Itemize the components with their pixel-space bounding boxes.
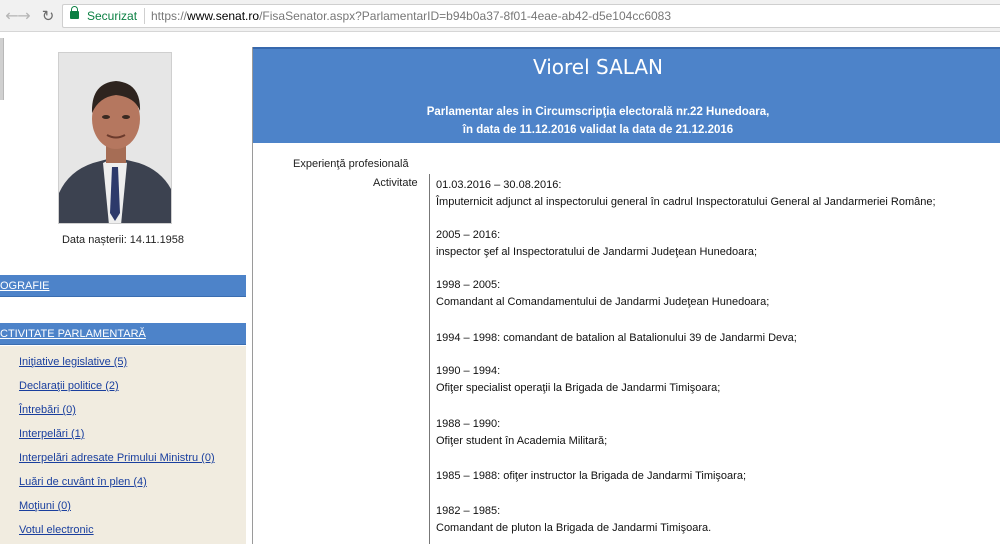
experience-entry: 01.03.2016 – 30.08.2016:: [436, 179, 562, 191]
profile-header: [253, 47, 1000, 143]
activity-menu: [0, 346, 246, 544]
election-info-line-2: în data de 11.12.2016 validat la data de 21.12.2016: [462, 124, 734, 136]
senator-photo: [58, 52, 172, 224]
menu-item-questions[interactable]: Întrebări (0): [19, 404, 76, 416]
menu-item-electronic-vote[interactable]: Votul electronic: [19, 524, 94, 536]
lock-icon: [70, 11, 79, 19]
experience-entry: Ofiţer specialist operaţii la Brigada de Jandarmi Timişoara;: [436, 382, 721, 394]
url-divider: [144, 8, 145, 24]
back-arrow-icon[interactable]: ←: [5, 6, 19, 25]
scroll-handle[interactable]: [0, 38, 4, 100]
main-content: [252, 47, 1000, 544]
experience-entry: 1985 – 1988: ofiţer instructor la Brigada de Jandarmi Timişoara;: [436, 470, 746, 482]
experience-entry: 1994 – 1998: comandant de batalion al Batalionului 39 de Jandarmi Deva;: [436, 332, 797, 344]
biography-link[interactable]: OGRAFIE: [0, 280, 50, 292]
browser-address-bar: [0, 0, 1000, 32]
experience-section-label: Experienţă profesională: [293, 158, 409, 170]
menu-item-plenary-speeches[interactable]: Luări de cuvânt în plen (4): [19, 476, 147, 488]
portrait-image: [59, 53, 172, 224]
experience-entry: 1982 – 1985:: [436, 505, 501, 517]
experience-entry: 1990 – 1994:: [436, 365, 501, 377]
security-label: Securizat: [87, 9, 138, 23]
experience-entry: 2005 – 2016:: [436, 229, 501, 241]
experience-entry: Comandant de pluton la Brigada de Jandarmi Timişoara.: [436, 522, 712, 534]
url-text: https://www.senat.ro/FisaSenator.aspx?ParlamentarID=b94b0a37-8f01-4eae-ab42-d5e104cc6083: [151, 9, 672, 23]
experience-entry: Ofiţer student în Academia Militară;: [436, 435, 608, 447]
forward-arrow-icon[interactable]: →: [17, 6, 31, 25]
biography-section-bar: [0, 275, 246, 297]
activity-link[interactable]: CTIVITATE PARLAMENTARĂ: [0, 328, 146, 340]
activity-divider: [429, 174, 430, 544]
menu-item-pm-interpellations[interactable]: Interpelări adresate Primului Ministru (0): [19, 452, 215, 464]
experience-entry: Comandant al Comandamentului de Jandarmi Judeţean Hunedoara;: [436, 296, 770, 308]
menu-item-motions[interactable]: Moţiuni (0): [19, 500, 71, 512]
menu-item-legislative-initiatives[interactable]: Iniţiative legislative (5): [19, 356, 128, 368]
activity-section-bar: [0, 323, 246, 345]
experience-entry: 1998 – 2005:: [436, 279, 501, 291]
experience-entry: Împuternicit adjunct al inspectorului general în cadrul Inspectoratului General al Jandarmeriei Române;: [436, 196, 936, 208]
activity-label: Activitate: [373, 177, 418, 189]
senator-name: Viorel SALAN: [532, 55, 664, 79]
url-input[interactable]: [62, 4, 1000, 28]
experience-entry: 1988 – 1990:: [436, 418, 501, 430]
birth-date: Data nașterii: 14.11.1958: [61, 234, 185, 246]
menu-item-political-declarations[interactable]: Declaraţii politice (2): [19, 380, 119, 392]
experience-entry: inspector şef al Inspectoratului de Jandarmi Judeţean Hunedoara;: [436, 246, 758, 258]
election-info-line-1: Parlamentar ales in Circumscripţia electorală nr.22 Hunedoara,: [426, 106, 770, 118]
reload-icon[interactable]: ↻: [41, 7, 55, 25]
menu-item-interpellations[interactable]: Interpelări (1): [19, 428, 85, 440]
